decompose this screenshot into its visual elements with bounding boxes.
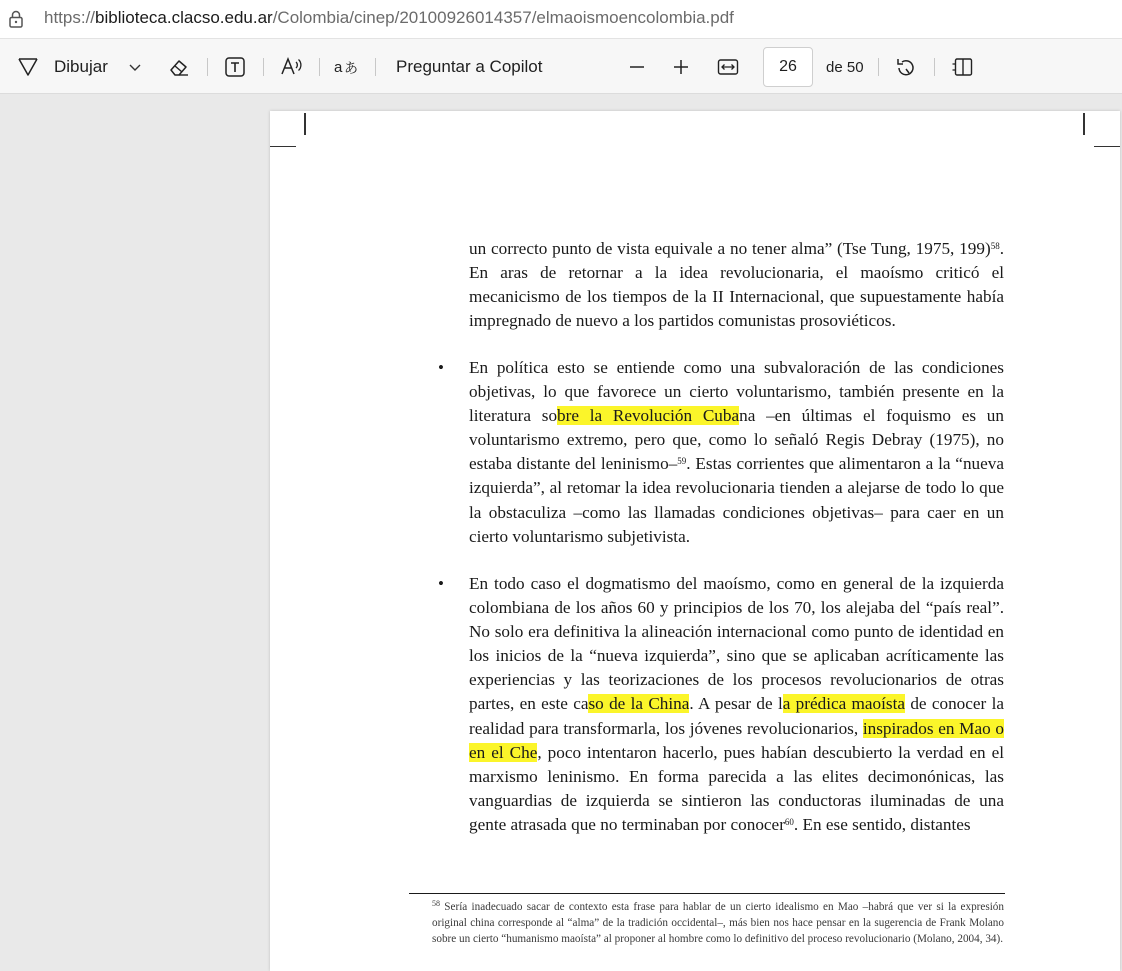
text-highlight[interactable]: inspirados en Mao o en el Che xyxy=(469,718,1005,762)
page-view-button[interactable] xyxy=(951,39,973,95)
text-highlight[interactable]: bre la Revolución Cuba xyxy=(557,406,740,426)
total-pages-label: de 50 xyxy=(826,58,864,76)
read-aloud-button[interactable] xyxy=(280,39,304,95)
draw-label: Dibujar xyxy=(54,57,108,76)
address-bar[interactable] xyxy=(0,0,1122,38)
toolbar-divider xyxy=(375,58,376,76)
svg-text:あ: あ xyxy=(344,61,358,77)
footnote-ref: 59 xyxy=(677,456,687,467)
erase-button[interactable] xyxy=(168,39,190,95)
bullet-marker: • xyxy=(438,574,444,593)
draw-button[interactable] xyxy=(16,39,108,95)
text-highlight[interactable]: so de la China xyxy=(588,694,690,714)
page-view-icon xyxy=(951,57,973,77)
fit-width-icon xyxy=(717,58,739,76)
crop-mark xyxy=(270,146,296,147)
bullet-paragraph: En todo caso el dogmatismo del maoísmo, como en general de la izquierda colombiana de los años 60 y principios de los 70, los alejaba del “país real”. No solo era definitiva la alineación internacional como punto de identidad en los inicios de la “nueva izquierda”, sino que se aplicaban acríticamente las experiencias y las teorizaciones de los procesos revolucionarios de otras partes, en este caso de la China. A pesar de la prédica maoísta de conocer la realidad para transformarla, los jóvenes revolucionarios, inspirados en Mao o en el Che, poco intentaron hacerlo, pues habían descubierto la verdad en el marxismo leninismo. En forma parecida a las elites decimonónicas, las vanguardias de izquierda se sintieron las conductoras iluminadas de una gente atrasada que no terminaban por conocer$^{60}$. En ese sentido, distantes xyxy=(469,574,1005,834)
page-number-input[interactable]: 26 xyxy=(763,47,813,87)
zoom-in-button[interactable] xyxy=(672,39,690,95)
svg-text:a: a xyxy=(334,59,343,76)
zoom-out-icon xyxy=(628,58,646,76)
draw-icon xyxy=(16,56,40,78)
footnote-ref: 58 xyxy=(990,241,1000,251)
pdf-toolbar xyxy=(0,38,1122,94)
url-path: /Colombia/cinep/20100926014357/elmaoismoencolombia.pdf xyxy=(272,8,734,27)
zoom-out-button[interactable] xyxy=(628,39,646,95)
url-prefix: https:// xyxy=(44,8,96,27)
url-text[interactable] xyxy=(44,8,734,28)
translate-icon xyxy=(334,56,360,78)
toolbar-divider xyxy=(319,58,320,76)
footnote-separator xyxy=(409,893,1005,894)
copilot-label: Preguntar a Copilot xyxy=(396,57,543,76)
crop-mark xyxy=(1083,113,1085,135)
draw-options-dropdown[interactable] xyxy=(128,39,142,95)
add-text-button[interactable] xyxy=(224,39,246,95)
fit-width-button[interactable] xyxy=(717,39,739,95)
ask-copilot-button[interactable] xyxy=(396,39,542,95)
toolbar-divider xyxy=(934,58,935,76)
lock-icon[interactable] xyxy=(8,10,24,28)
crop-mark xyxy=(1094,146,1120,147)
url-host: biblioteca.clacso.edu.ar xyxy=(95,8,273,27)
crop-mark xyxy=(304,113,306,135)
text-highlight[interactable]: a prédica maoísta xyxy=(782,694,906,714)
toolbar-divider xyxy=(878,58,879,76)
zoom-in-icon xyxy=(672,58,690,76)
toolbar-divider xyxy=(263,58,264,76)
rotate-icon xyxy=(895,56,917,78)
translate-button[interactable] xyxy=(334,39,360,95)
paragraph-continuation: un correcto punto de vista equivale a no tener alma” (Tse Tung, 1975, 199)$^{58}$. En aras de retornar a la idea revolucionaria, el maoísmo criticó el mecanicismo de los tiempos de la II Internacional, que supuestamente había impregnado de nuevo a los partidos comunistas prosoviéticos. xyxy=(469,239,1004,331)
text-box-icon xyxy=(224,56,246,78)
bullet-marker: • xyxy=(438,358,444,377)
footnote: $^{58}$ Sería inadecuado sacar de contexto esta frase para hablar de un cierto idealismo en Mao –habrá que ver si la expresión original china corresponde al “alma” de la tradición occidental–, más bien nos hace pensar en la sugerencia de Frank Molano sobre un cierto “humanismo maoísta” al proponer al hombre como lo definitivo del proceso revolucionario (Molano, 2004, 34). xyxy=(432,899,1004,945)
ink-highlighted-text: maoísmo, como en general de la izquierda colombiana de los años 60 y principios de los 70, los alejaba del “país real”. No solo era definitiva la alineación internacional como punto de identidad en los inicios de la “nueva izquierda”, sino que se aplicaban acríticamente las experiencias y las teorizaciones de los xyxy=(469,574,1004,690)
bullet-paragraph: En política esto se entiende como una subvaloración de las condiciones objetivas, lo que favorece un cierto voluntarismo, también presente en la literatura sobre la Revolución Cubana –en últimas el foquismo es un voluntarismo extremo, pero que, como lo señaló Regis Debray (1975), no estaba distante del leninismo–$^{59}$. Estas corrientes que alimentaron a la “nueva izquierda”, al retomar la idea revolucionaria tienden a alejarse de todo lo que la obstaculiza –como las llamadas condiciones objetivas– para caer en un cierto voluntarismo subjetivista. xyxy=(469,358,1004,546)
chevron-down-icon xyxy=(128,62,142,72)
read-aloud-icon xyxy=(280,56,304,78)
eraser-icon xyxy=(168,57,190,77)
pdf-page xyxy=(270,111,1120,971)
rotate-button[interactable] xyxy=(895,39,917,95)
toolbar-divider xyxy=(207,58,208,76)
footnote-ref: 60 xyxy=(784,816,794,827)
